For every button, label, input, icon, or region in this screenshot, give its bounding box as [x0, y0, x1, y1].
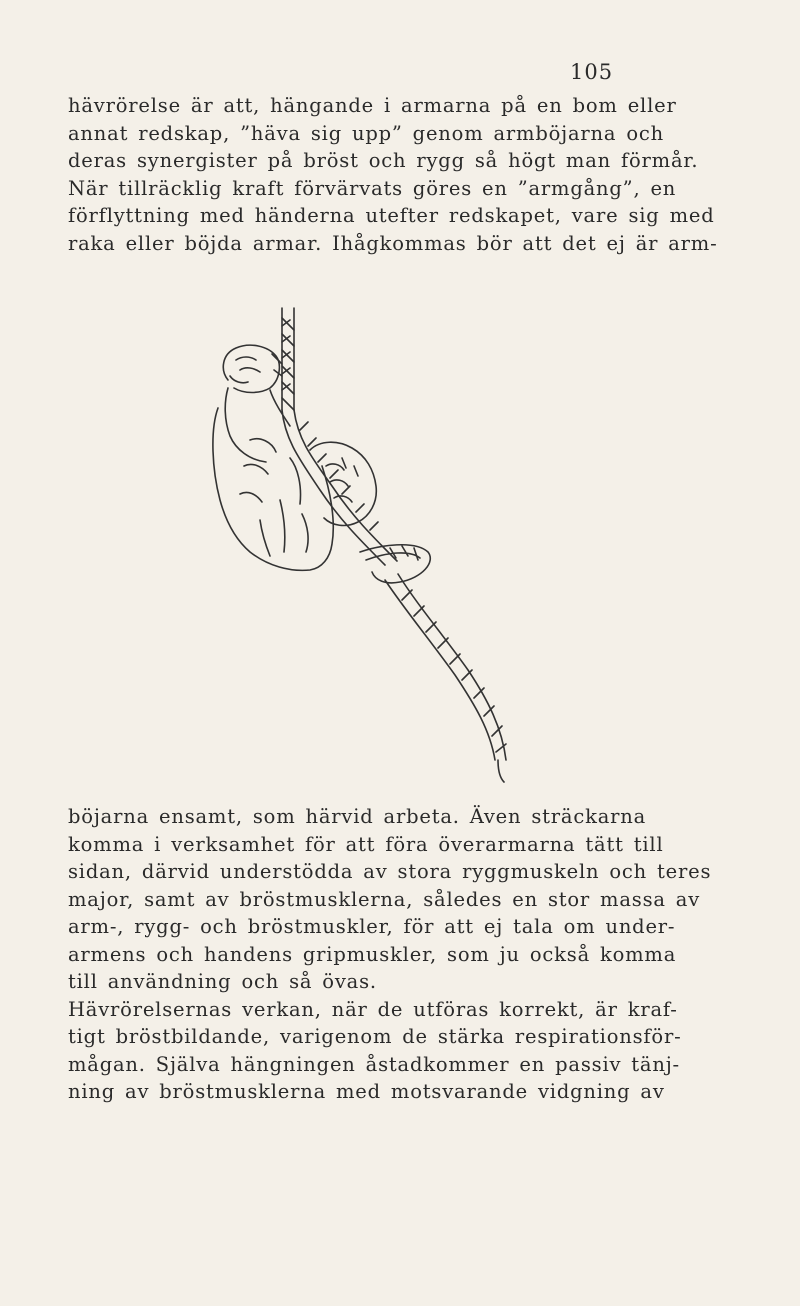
text-line: ning av bröstmusklerna med motsvarande vidgning av: [68, 1080, 665, 1103]
text-line: till användning och så övas.: [68, 970, 377, 993]
top-paragraph: [68, 92, 718, 257]
text-line: major, samt av bröstmusklerna, således en stor massa av: [68, 887, 701, 911]
text-line: böjarna ensamt, som härvid arbeta. Även sträckarna: [68, 805, 647, 828]
text-line: komma i verksamhet för att föra överarmarna tätt till: [68, 832, 664, 856]
text-line: Hävrörelsernas verkan, när de utföras korrekt, är kraf-: [68, 997, 678, 1021]
text-line: annat redskap, ”häva sig upp” genom armböjarna och: [68, 121, 664, 145]
rope-middle: [282, 410, 397, 565]
text-line: sidan, därvid understödda av stora ryggmuskeln och teres: [68, 860, 712, 883]
arm-body: [213, 408, 333, 570]
rope-climbing-illustration: [190, 290, 550, 790]
text-line: tigt bröstbildande, varigenom de stärka respirationsför-: [68, 1025, 682, 1048]
text-line: förflyttning med händerna utefter redskapet, vare sig med: [68, 204, 715, 227]
text-line: deras synergister på bröst och rygg så högt man förmår.: [68, 149, 699, 172]
page-number: 105: [570, 60, 614, 84]
rope-lower: [385, 574, 506, 760]
rope-drawing: [190, 290, 550, 790]
text-line: raka eller böjda armar. Ihågkommas bör att det ej är arm-: [68, 231, 718, 255]
lower-hand: [310, 442, 376, 525]
text-line: mågan. Själva hängningen åstadkommer en passiv tänj-: [68, 1052, 680, 1076]
text-line: armens och handens gripmuskler, som ju också komma: [68, 942, 677, 966]
text-line: hävrörelse är att, hängande i armarna på en bom eller: [68, 94, 677, 117]
bottom-paragraph: [68, 803, 712, 1106]
forearm: [225, 388, 266, 462]
text-line: När tillräcklig kraft förvärvats göres en ”armgång”, en: [68, 176, 677, 200]
text-line: arm-, rygg- och bröstmuskler, för att ej tala om under-: [68, 915, 676, 938]
rope-twist-marks: [282, 318, 294, 410]
